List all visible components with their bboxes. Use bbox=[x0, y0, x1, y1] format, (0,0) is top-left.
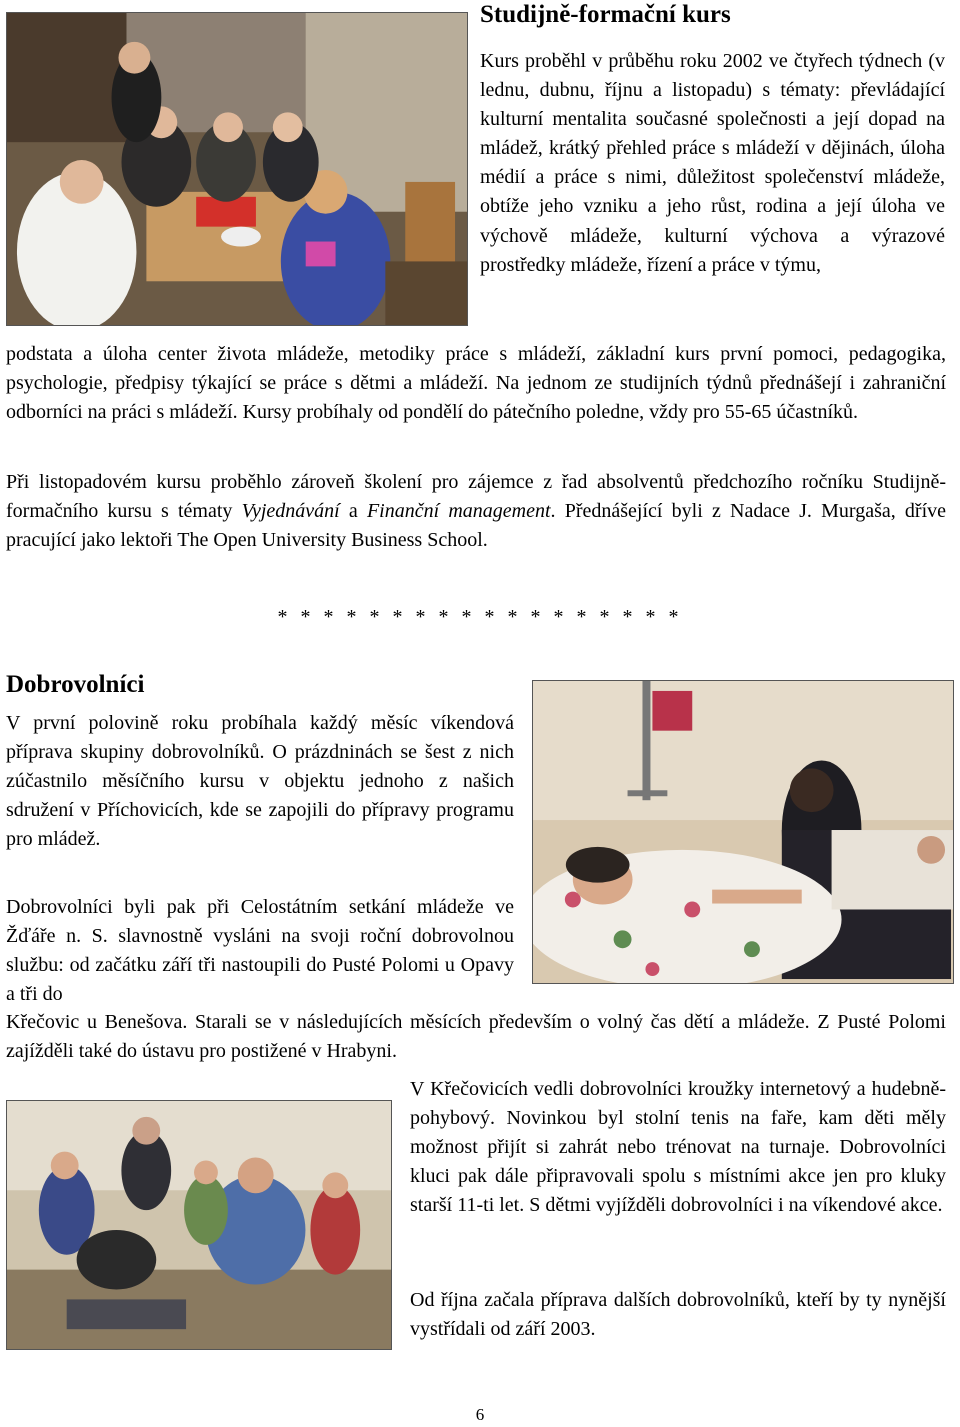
section-heading-volunteers: Dobrovolníci bbox=[6, 671, 145, 698]
paragraph bbox=[6, 340, 946, 427]
paragraph-text bbox=[6, 468, 946, 555]
paragraph bbox=[410, 1286, 946, 1344]
paragraph-text: Od října začala příprava dalších dobrovolníků, kteří by ty nynější vystřídali od září 2003. bbox=[410, 1289, 946, 1341]
photo-children-activity bbox=[6, 1100, 392, 1350]
photo-volunteer-care bbox=[532, 680, 954, 984]
text-run: Při listopadovém kursu proběhlo zároveň školení pro zájemce z řad absolventů předchozího ročníku Studijně-formačního kursu s tématy bbox=[6, 471, 946, 523]
paragraph-text: Dobrovolníci byli pak při Celostátním setkání mládeže ve Žďáře n. S. slavnostně vysláni na svoji roční dobrovolnou službu: od začátku září tři nastoupili do Pusté Polomi u Opavy a tři do bbox=[6, 896, 514, 1006]
text-run: a bbox=[339, 500, 367, 523]
paragraph bbox=[6, 709, 514, 854]
photo-course-participants bbox=[6, 12, 468, 326]
photo-children-activity-image bbox=[7, 1101, 391, 1349]
paragraph-text: V Křečovicích vedli dobrovolníci kroužky internetový a hudebně-pohybový. Novinkou byl stolní tenis na faře, kam děti měly možnost přijít si zahrát nebo trénovat na turnaje. Dobrovolníci kluci pak dále připravovali spolu s místními akce jen pro kluky starší 11-ti let. S dětmi vyjížděli dobrovolníci i na víkendové akce. bbox=[410, 1078, 946, 1217]
paragraph bbox=[6, 1008, 946, 1066]
photo-course-participants-image bbox=[7, 13, 467, 325]
page-number: 6 bbox=[475, 1405, 485, 1424]
section-separator bbox=[0, 606, 960, 629]
paragraph-text: Křečovic u Benešova. Starali se v následujících měsících především o volný čas dětí a mládeže. Z Pusté Polomi zajížděli také do ústavu pro postižené v Hrabyni. bbox=[6, 1011, 946, 1063]
italic-term: Vyjednávání bbox=[241, 500, 340, 523]
paragraph bbox=[6, 468, 946, 555]
paragraph bbox=[6, 893, 514, 1009]
paragraph bbox=[410, 1075, 946, 1220]
italic-term: Finanční management bbox=[366, 500, 551, 523]
paragraph-text: Kurs proběhl v průběhu roku 2002 ve čtyřech týdnech (v lednu, dubnu, říjnu a listopadu) s tématy: převládající kulturní mentalita současné společnosti a její dopad na mládež, krátký přehled práce s mládeží v dějinách, úloha médií a práce s nimi, důležitost společenství mládeže, obtíže jeho vzniku a jeho růst, rodina a její úloha ve výchově mládeže, kulturní výchova a výrazové prostředky mládeže, řízení a práce v týmu, bbox=[480, 50, 945, 276]
section-heading-study-course: Studijně-formační kurs bbox=[480, 1, 731, 28]
paragraph-text: podstata a úloha center života mládeže, metodiky práce s mládeží, základní kurs první pomoci, pedagogika, psychologie, předpisy týkající se práce s dětmi a mládeží. Na jednom ze studijních týdnů přednášejí i zahraniční odborníci na práci s mládeží. Kursy probíhaly od pondělí do pátečního poledne, vždy pro 55-65 účastníků. bbox=[6, 343, 946, 424]
text-run: . Přednášející byli z Nadace J. Murgaša, dříve pracující jako lektoři The Open University Business School. bbox=[6, 500, 947, 552]
paragraph bbox=[480, 47, 945, 280]
photo-volunteer-care-image bbox=[533, 681, 953, 983]
separator-text: * * * * * * * * * * * * * * * * * * bbox=[277, 606, 683, 628]
paragraph-text: V první polovině roku probíhala každý měsíc víkendová příprava skupiny dobrovolníků. O prázdninách se šest z nich zúčastnilo měsíčního kursu v objektu jednoho z našich sdružení v Příchovicích, kde se zapojili do přípravy programu pro mládež. bbox=[6, 712, 514, 851]
